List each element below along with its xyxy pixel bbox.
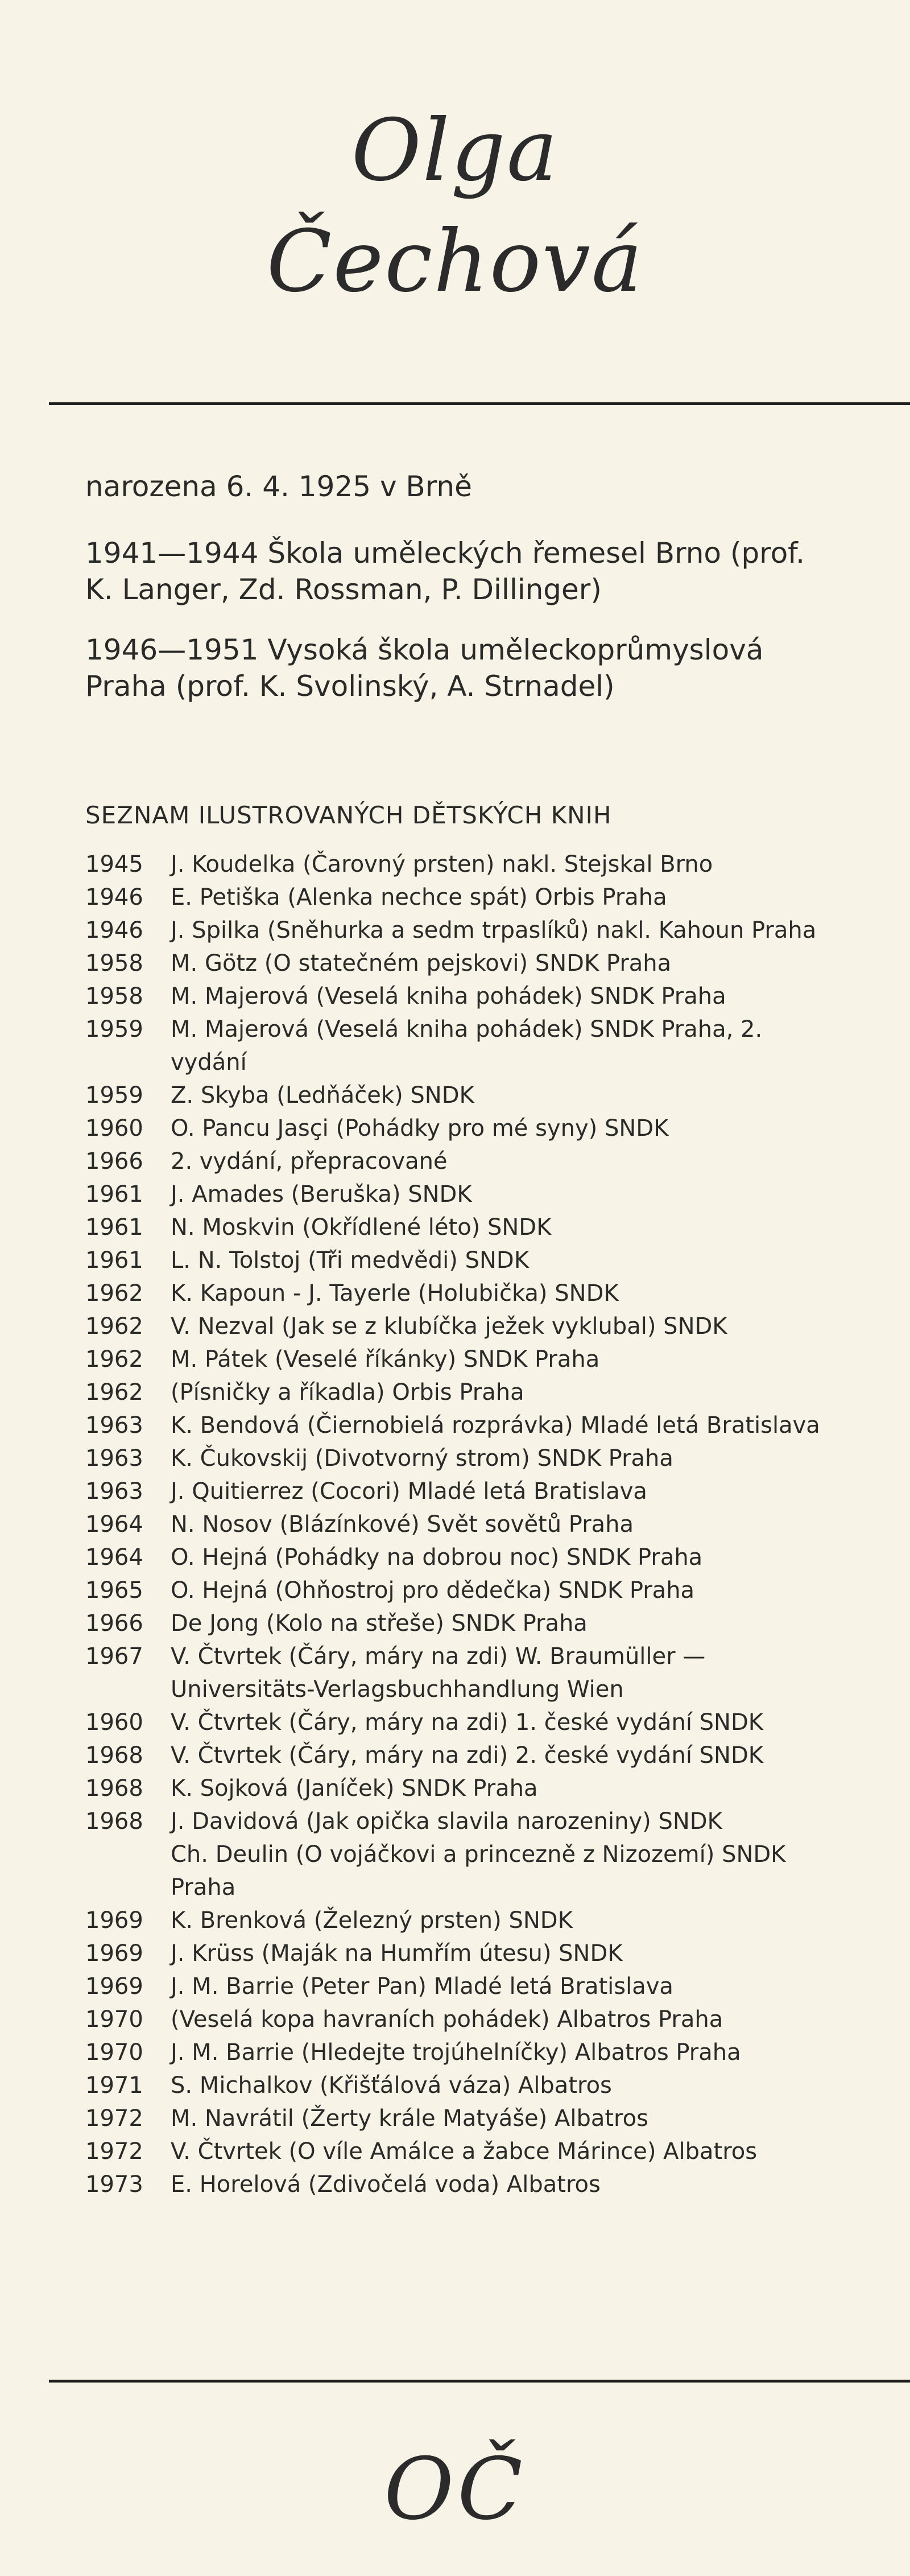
book-list-item: [85, 1970, 842, 2003]
book-entry: 2. vydání, přepracované: [171, 1148, 448, 1174]
book-list-item: [85, 1541, 842, 1574]
book-list-item: [85, 2135, 842, 2168]
book-entry: E. Petiška (Alenka nechce spát) Orbis Praha: [171, 884, 667, 910]
book-year: 1972: [85, 2105, 143, 2132]
book-list-item: [85, 2102, 842, 2135]
education-entry: [85, 535, 825, 608]
book-entry: K. Kapoun - J. Tayerle (Holubička) SNDK: [171, 1280, 619, 1306]
book-list-item: [85, 1112, 842, 1145]
book-entry: Z. Skyba (Ledňáček) SNDK: [171, 1082, 474, 1108]
book-entry: V. Čtvrtek (O víle Amálce a žabce Márince) Albatros: [171, 2138, 758, 2165]
book-entry: M. Majerová (Veselá kniha pohádek) SNDK Praha, 2. vydání: [171, 1016, 763, 1075]
book-year: 1958: [85, 983, 143, 1009]
book-year: 1973: [85, 2171, 143, 2198]
book-year: 1946: [85, 917, 143, 943]
book-year: 1967: [85, 1643, 143, 1670]
book-entry: O. Hejná (Pohádky na dobrou noc) SNDK Praha: [171, 1544, 703, 1571]
book-list-item: [85, 1904, 842, 1937]
book-year: 1968: [85, 1775, 143, 1802]
signature-first-name: Olga: [351, 101, 559, 200]
book-list-item: [85, 2168, 842, 2201]
book-entry: S. Michalkov (Křišťálová váza) Albatros: [171, 2072, 612, 2099]
book-list: [85, 848, 842, 2201]
book-year: 1963: [85, 1445, 143, 1472]
book-year: 1965: [85, 1577, 143, 1604]
book-list-item: [85, 1739, 842, 1772]
book-year: 1970: [85, 2039, 143, 2066]
book-entry: M. Navrátil (Žerty krále Matyáše) Albatros: [171, 2105, 648, 2132]
book-entry: J. Krüss (Maják na Humřím útesu) SNDK: [171, 1940, 623, 1967]
book-list-item: [85, 1244, 842, 1277]
book-list-item: [85, 1079, 842, 1112]
book-entry: V. Čtvrtek (Čáry, máry na zdi) 2. české vydání SNDK: [171, 1742, 763, 1769]
book-list-item: [85, 2003, 842, 2036]
book-entry: J. M. Barrie (Peter Pan) Mladé letá Bratislava: [171, 1973, 673, 2000]
book-entry: V. Čtvrtek (Čáry, máry na zdi) 1. české vydání SNDK: [171, 1709, 763, 1736]
book-year: 1959: [85, 1082, 143, 1108]
book-list-item: [85, 1475, 842, 1508]
book-list-item: [85, 1640, 842, 1706]
book-list-item: [85, 1706, 842, 1739]
book-year: 1961: [85, 1214, 143, 1240]
book-list-item: [85, 1211, 842, 1244]
book-year: 1972: [85, 2138, 143, 2165]
book-list-item: [85, 1409, 842, 1442]
education-text: 1941—1944 Škola uměleckých řemesel Brno (prof. K. Langer, Zd. Rossman, P. Dillinger): [85, 537, 805, 606]
book-entry: Ch. Deulin (O vojáčkovi a princezně z Nizozemí) SNDK Praha: [171, 1841, 786, 1901]
book-entry: V. Čtvrtek (Čáry, máry na zdi) W. Braumüller — Universitäts-Verlagsbuchhandlung Wien: [171, 1643, 706, 1703]
book-year: 1959: [85, 1016, 143, 1042]
book-entry: J. Quitierrez (Cocori) Mladé letá Bratislava: [171, 1478, 647, 1505]
book-list-item: [85, 914, 842, 947]
book-year: 1960: [85, 1709, 143, 1736]
book-list-item: [85, 1508, 842, 1541]
book-year: 1961: [85, 1247, 143, 1273]
book-year: 1960: [85, 1115, 143, 1141]
book-year: 1962: [85, 1379, 143, 1406]
book-year: 1945: [85, 851, 143, 877]
book-list-item: [85, 848, 842, 881]
book-list-item: [85, 1310, 842, 1343]
book-entry: K. Brenková (Železný prsten) SNDK: [171, 1907, 573, 1934]
book-list-item: [85, 881, 842, 914]
bottom-rule: [49, 2380, 910, 2383]
book-entry: M. Majerová (Veselá kniha pohádek) SNDK Praha: [171, 983, 726, 1009]
book-year: 1946: [85, 884, 143, 910]
book-year: 1969: [85, 1973, 143, 2000]
book-entry: O. Hejná (Ohňostroj pro dědečka) SNDK Praha: [171, 1577, 695, 1604]
book-entry: K. Sojková (Janíček) SNDK Praha: [171, 1775, 538, 1802]
book-list-item: [85, 1574, 842, 1607]
birth-info: [85, 468, 825, 505]
book-entry: J. Koudelka (Čarovný prsten) nakl. Stejskal Brno: [171, 851, 713, 877]
book-list-item: [85, 1607, 842, 1640]
book-year: 1964: [85, 1544, 143, 1571]
book-year: 1962: [85, 1280, 143, 1306]
book-list-item: [85, 2069, 842, 2102]
book-year: 1966: [85, 1148, 143, 1174]
book-year: 1964: [85, 1511, 143, 1538]
book-list-item: [85, 1343, 842, 1376]
book-list-item: [85, 1277, 842, 1310]
top-rule: [49, 402, 910, 405]
book-list-item: [85, 1178, 842, 1211]
book-list-item: [85, 1145, 842, 1178]
book-list-item: [85, 947, 842, 980]
book-entry: M. Götz (O statečném pejskovi) SNDK Praha: [171, 950, 672, 976]
book-entry: (Písničky a říkadla) Orbis Praha: [171, 1379, 524, 1406]
book-entry: K. Bendová (Čiernobielá rozprávka) Mladé letá Bratislava: [171, 1412, 820, 1439]
book-list-item: [85, 980, 842, 1013]
book-entry: N. Moskvin (Okřídlené léto) SNDK: [171, 1214, 552, 1240]
education-text: 1946—1951 Vysoká škola uměleckoprůmyslová Praha (prof. K. Svolinský, A. Strnadel): [85, 633, 764, 703]
book-entry: E. Horelová (Zdivočelá voda) Albatros: [171, 2171, 601, 2198]
book-list-item: [85, 1838, 842, 1904]
monogram: OČ: [384, 2440, 526, 2539]
book-year: 1962: [85, 1313, 143, 1339]
book-year: 1970: [85, 2006, 143, 2033]
book-entry: L. N. Tolstoj (Tři medvědi) SNDK: [171, 1247, 529, 1273]
book-year: 1958: [85, 950, 143, 976]
book-list-item: [85, 1376, 842, 1409]
book-entry: (Veselá kopa havraních pohádek) Albatros Praha: [171, 2006, 723, 2033]
book-entry: K. Čukovskij (Divotvorný strom) SNDK Praha: [171, 1445, 673, 1472]
book-list-item: [85, 1937, 842, 1970]
book-list-item: [85, 1772, 842, 1805]
book-year: 1963: [85, 1412, 143, 1439]
book-list-item: [85, 2036, 842, 2069]
book-year: 1961: [85, 1181, 143, 1207]
book-year: 1966: [85, 1610, 143, 1637]
book-entry: J. Spilka (Sněhurka a sedm trpaslíků) nakl. Kahoun Praha: [171, 917, 817, 943]
book-year: [85, 1838, 171, 1904]
book-entry: M. Pátek (Veselé říkánky) SNDK Praha: [171, 1346, 600, 1373]
book-year: 1969: [85, 1907, 143, 1934]
book-entry: J. Davidová (Jak opička slavila narozeniny) SNDK: [171, 1808, 722, 1835]
book-entry: O. Pancu Jasçi (Pohádky pro mé syny) SNDK: [171, 1115, 669, 1141]
book-year: 1963: [85, 1478, 143, 1505]
signature-last-name: Čechová: [266, 212, 644, 311]
book-entry: De Jong (Kolo na střeše) SNDK Praha: [171, 1610, 588, 1637]
education-entry: [85, 632, 825, 704]
book-year: 1969: [85, 1940, 143, 1967]
book-entry: J. Amades (Beruška) SNDK: [171, 1181, 472, 1207]
book-entry: V. Nezval (Jak se z klubíčka ježek vyklubal) SNDK: [171, 1313, 727, 1339]
book-year: 1968: [85, 1742, 143, 1769]
book-entry: N. Nosov (Blázínkové) Svět sovětů Praha: [171, 1511, 634, 1538]
book-year: 1968: [85, 1808, 143, 1835]
book-year: 1962: [85, 1346, 143, 1373]
book-list-item: [85, 1442, 842, 1475]
book-entry: J. M. Barrie (Hledejte trojúhelníčky) Albatros Praha: [171, 2039, 741, 2066]
book-list-heading: SEZNAM ILUSTROVANÝCH DĚTSKÝCH KNIH: [85, 801, 612, 829]
book-list-item: [85, 1013, 842, 1079]
birth-text: narozena 6. 4. 1925 v Brně: [85, 470, 472, 503]
book-year: 1971: [85, 2072, 143, 2099]
book-list-item: [85, 1805, 842, 1838]
